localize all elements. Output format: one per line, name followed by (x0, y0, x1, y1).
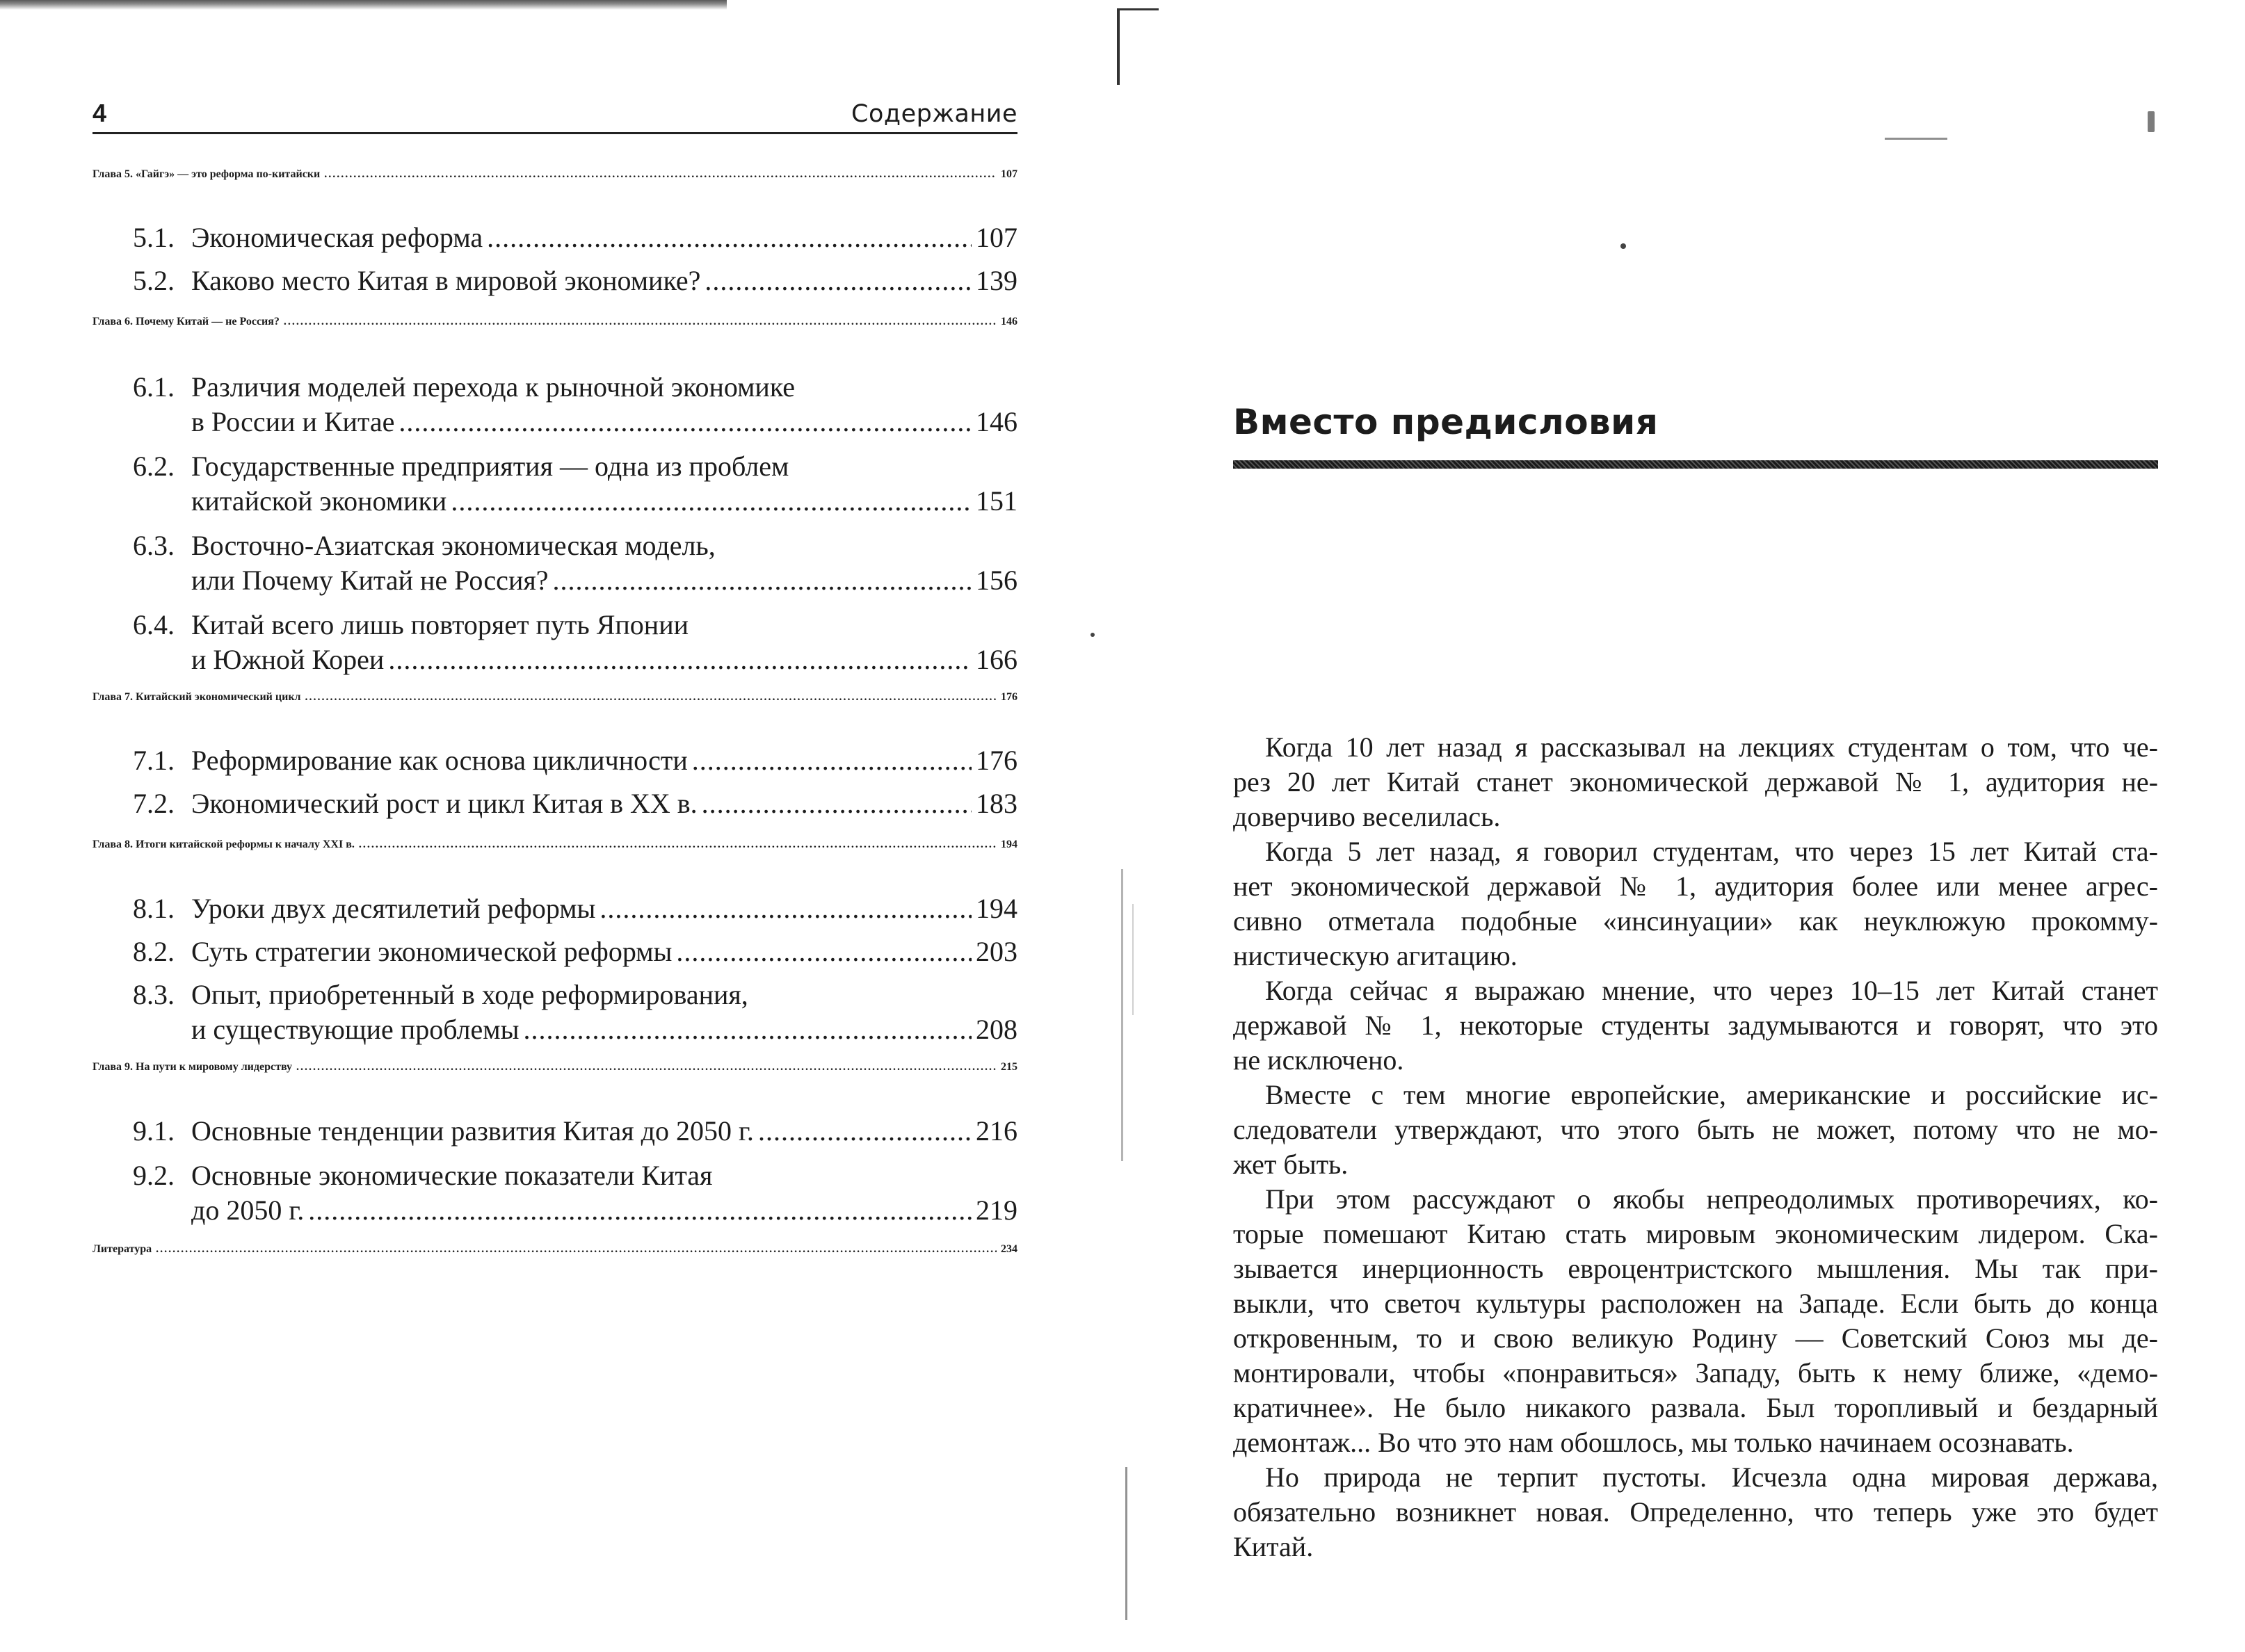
toc-chapter-9[interactable]: Глава 9. На пути к мировому лидерству ..... 215 (92, 1061, 1017, 1096)
toc-page-number: 151 (976, 485, 1017, 517)
toc-section-8-1[interactable]: 8.1. Уроки двух десятилетий реформы ..... 194 (92, 891, 1017, 926)
gutter-shadow (1125, 1467, 1127, 1620)
text-line: следователи утверждают, что этого быть не может, потому что не мо- (1233, 1114, 2158, 1145)
running-head (92, 97, 1017, 134)
text-line: рез 20 лет Китай станет экономической державой № 1, аудитория не- (1233, 766, 2158, 797)
scan-speck (1091, 633, 1095, 637)
crop-mark (1117, 8, 1159, 10)
toc-page-number: 208 (976, 1014, 1017, 1045)
scan-speck (1620, 243, 1626, 249)
text-line: торые помешают Китаю стать мировым экономическим лидером. Ска- (1233, 1218, 2158, 1249)
toc-section-9-1[interactable]: 9.1. Основные тенденции развития Китая до 2050 г. ..... 216 (92, 1114, 1017, 1149)
text-line: откровенным, то и свою великую Родину — Советский Союз мы де- (1233, 1322, 2158, 1354)
toc-page-number: 176 (976, 745, 1017, 776)
running-head-title: Содержание (851, 100, 1017, 128)
toc-page-number: 215 (1001, 1061, 1017, 1073)
toc-section-7-2[interactable]: 7.2. Экономический рост и цикл Китая в XX в. ..... 183 (92, 786, 1017, 821)
text-line: демонтаж... Во что это нам обошлось, мы только начинаем осознавать. (1233, 1427, 2074, 1458)
toc-page-number: 203 (976, 936, 1017, 967)
toc-section-6-4[interactable]: 6.4. Китай всего лишь повторяет путь Японии и Южной Кореи ..... 166 (92, 608, 1017, 677)
toc-chapter-5[interactable]: Глава 5. «Гайгэ» — это реформа по-китайски ..... 107 (92, 168, 1017, 203)
toc-page-number: 194 (976, 893, 1017, 924)
toc-section-7-1[interactable]: 7.1. Реформирование как основа цикличности ..... 176 (92, 743, 1017, 778)
toc-section-6-2[interactable]: 6.2. Государственные предприятия — одна из проблем китайской экономики ..... 151 (92, 449, 1017, 519)
text-line: выкли, что светоч культуры расположен на Западе. Если быть до конца (1233, 1288, 2158, 1319)
toc-section-5-2[interactable]: 5.2. Каково место Китая в мировой экономике? ..... 139 (92, 264, 1017, 298)
gutter-shadow (1121, 869, 1123, 1161)
text-line: монтировали, чтобы «понравиться» Западу, быть к нему ближе, «демо- (1233, 1357, 2158, 1388)
toc-page-number: 176 (1001, 691, 1017, 703)
text-line: жет быть. (1233, 1149, 1349, 1180)
toc-page-number: 219 (976, 1195, 1017, 1226)
toc-section-9-2[interactable]: 9.2. Основные экономические показатели Китая до 2050 г. ..... 219 (92, 1158, 1017, 1228)
toc-section-5-1[interactable]: 5.1. Экономическая реформа ..... 107 (92, 220, 1017, 255)
heading-rule (1233, 460, 2158, 469)
text-line: доверчиво веселилась. (1233, 801, 1501, 832)
toc-section-6-1[interactable]: 6.1. Различия моделей перехода к рыночной экономике в России и Китае ..... 146 (92, 370, 1017, 439)
text-line: нет экономической державой № 1, аудитория более или менее агрес- (1233, 870, 2158, 902)
toc-page-number: 139 (976, 265, 1017, 296)
toc-page-number: 156 (976, 565, 1017, 596)
toc-page-number: 107 (1001, 168, 1017, 180)
text-line: Когда 5 лет назад, я говорил студентам, что через 15 лет Китай ста- (1265, 836, 2158, 867)
toc-page-number: 146 (976, 406, 1017, 437)
text-line: Китай. (1233, 1531, 1314, 1562)
crop-mark (1117, 8, 1120, 85)
text-line: кратичнее». Не было никакого развала. Был торопливый и бездарный (1233, 1392, 2158, 1423)
toc-section-6-3[interactable]: 6.3. Восточно-Азиатская экономическая модель, или Почему Китай не Россия? ..... 156 (92, 528, 1017, 598)
toc-page-number: 166 (976, 644, 1017, 675)
toc-section-8-2[interactable]: 8.2. Суть стратегии экономической реформы ..... 203 (92, 934, 1017, 969)
text-line: обязательно возникнет новая. Определенно, что теперь уже это будет (1233, 1496, 2158, 1528)
text-line: державой № 1, некоторые студенты задумываются и говорят, что это (1233, 1010, 2158, 1041)
toc-page-number: 107 (976, 222, 1017, 253)
toc-chapter-8[interactable]: Глава 8. Итоги китайской реформы к началу XXI в. ..... 194 (92, 839, 1017, 873)
toc-page-number: 234 (1001, 1243, 1017, 1255)
toc-chapter-6[interactable]: Глава 6. Почему Китай — не Россия? ..... 146 (92, 316, 1017, 350)
toc-section-8-3[interactable]: 8.3. Опыт, приобретенный в ходе реформирования, и существующие проблемы ..... 208 (92, 978, 1017, 1047)
text-line: Когда сейчас я выражаю мнение, что через 10–15 лет Китай станет (1265, 975, 2158, 1006)
page-number: 4 (92, 99, 107, 127)
toc-page-number: 146 (1001, 316, 1017, 327)
scan-speck (2148, 111, 2155, 132)
scan-edge-shadow (0, 0, 727, 10)
toc-chapter-7[interactable]: Глава 7. Китайский экономический цикл ..... 176 (92, 691, 1017, 726)
toc-page-number: 194 (1001, 839, 1017, 850)
gutter-shadow (1132, 904, 1134, 1015)
toc-bibliography[interactable]: Литература ..... 234 (92, 1243, 1017, 1278)
text-line: нистическую агитацию. (1233, 940, 1518, 971)
toc-page-number: 183 (976, 788, 1017, 819)
text-line: не исключено. (1233, 1044, 1404, 1076)
text-line: сивно отметала подобные «инсинуации» как неуклюжую прокомму- (1233, 905, 2158, 937)
text-line: Когда 10 лет назад я рассказывал на лекциях студентам о том, что че- (1265, 731, 2158, 763)
text-line: При этом рассуждают о якобы непреодолимых противоречиях, ко- (1265, 1183, 2158, 1215)
scan-speck (1885, 138, 1947, 140)
page-title: Вместо предисловия (1233, 402, 1659, 442)
text-line: Вместе с тем многие европейские, американские и российские ис- (1265, 1079, 2158, 1110)
toc-page-number: 216 (976, 1115, 1017, 1147)
text-line: зывается инерционность евроцентристского мышления. Мы так при- (1233, 1253, 2158, 1284)
text-line: Но природа не терпит пустоты. Исчезла одна мировая держава, (1265, 1461, 2158, 1493)
